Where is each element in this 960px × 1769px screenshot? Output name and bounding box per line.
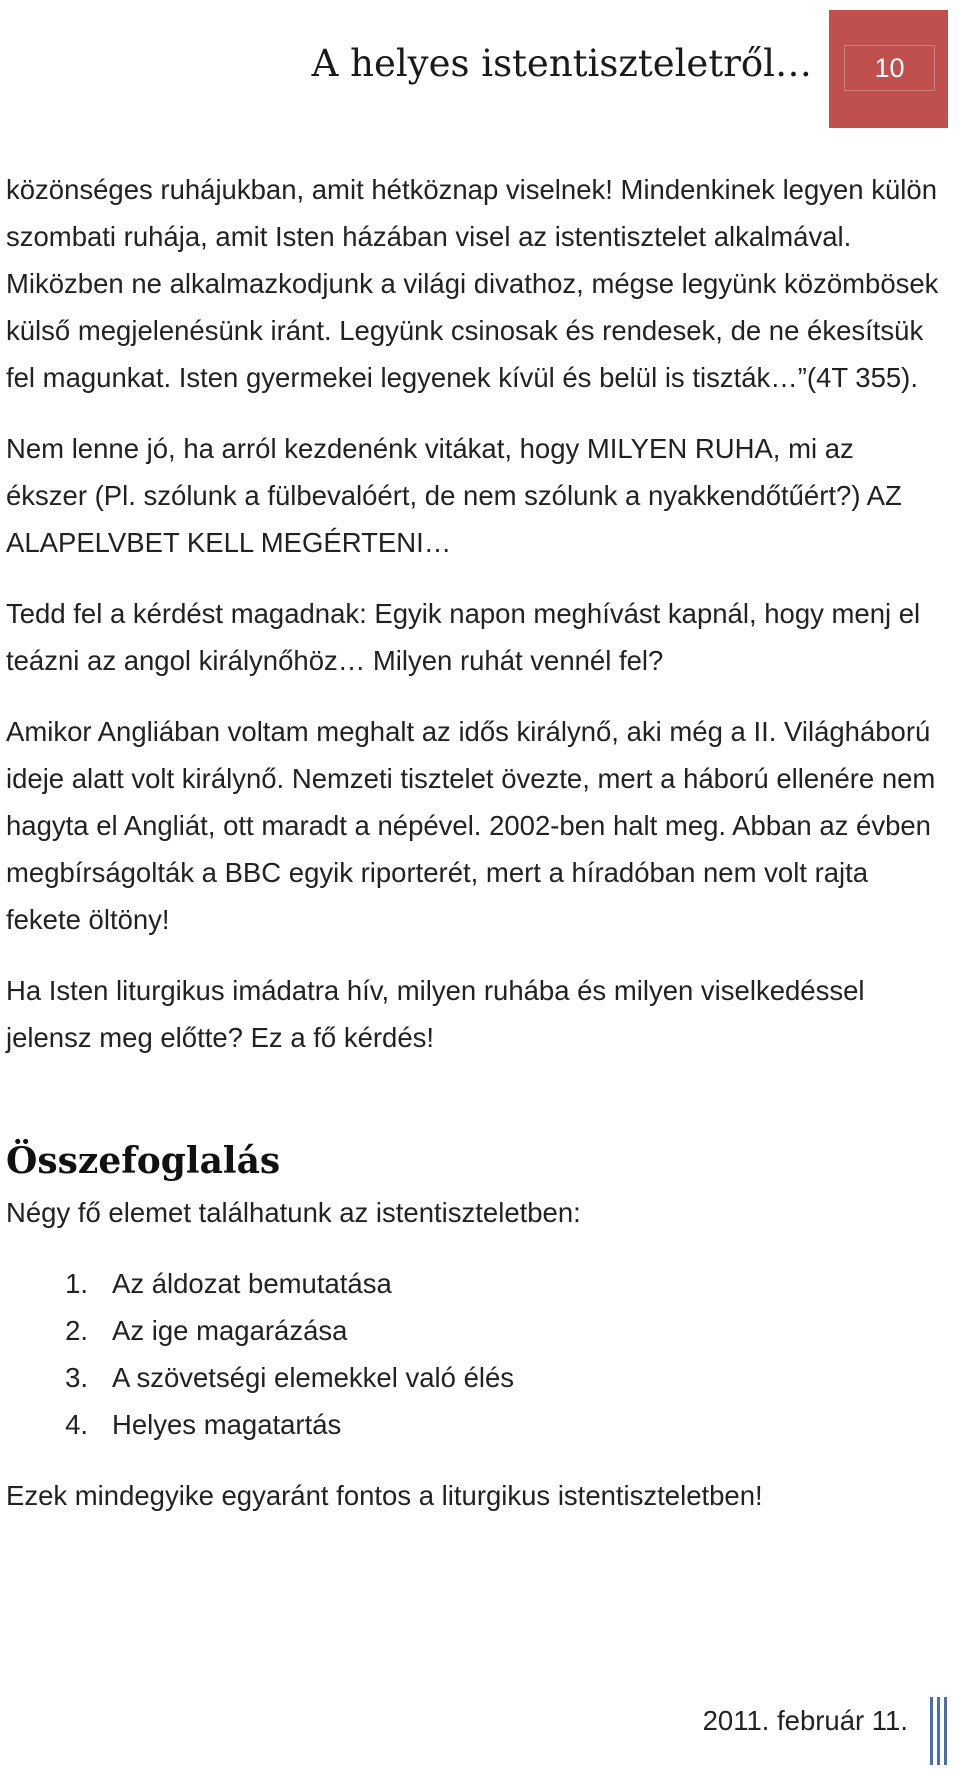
page-number-box [829,10,948,128]
summary-heading: Összefoglalás [6,1140,281,1182]
summary-list [6,1260,941,1448]
list-item-text: Az ige magarázása [112,1315,348,1346]
list-item [6,1307,941,1354]
list-item-text: Helyes magatartás [112,1409,342,1440]
list-item-number: 3. [65,1362,88,1393]
footer-bar [944,1697,947,1765]
footer-bar [930,1697,933,1765]
footer-bar [937,1697,940,1765]
footer-bars-decoration [930,1697,952,1765]
body-paragraph: közönséges ruhájukban, amit hétköznap viselnek! Mindenkinek legyen külön szombati ruhája, amit Isten házában visel az istentisztelet alkalmával. Miközben ne alkalmazkodjunk a világi divathoz, mégse legyünk közömbösek külső megjelenésünk iránt. Legyünk csinosak és rendesek, de ne ékesítsük fel magunkat. Isten gyermekei legyenek kívül és belül is tiszták…”(4T 355). [6,174,939,393]
list-item-text: Az áldozat bemutatása [112,1268,392,1299]
page-header-title: A helyes istentiszteletről… [311,42,812,85]
summary-closing: Ezek mindegyike egyaránt fontos a liturgikus istentiszteletben! [6,1480,763,1511]
list-item [6,1401,941,1448]
body-paragraph: Nem lenne jó, ha arról kezdenénk vitákat, hogy MILYEN RUHA, mi az ékszer (Pl. szólunk a fülbevalóért, de nem szólunk a nyakkendőtűért?) AZ ALAPELVBET KELL MEGÉRTENI… [6,433,902,558]
page-number: 10 [844,45,935,91]
document-body [6,166,941,1543]
summary-intro: Négy fő elemet találhatunk az istentiszteletben: [6,1197,581,1228]
list-item-number: 1. [65,1268,88,1299]
list-item [6,1260,941,1307]
list-item [6,1354,941,1401]
body-paragraph: Ha Isten liturgikus imádatra hív, milyen ruhába és milyen viselkedéssel jelensz meg előtte? Ez a fő kérdés! [6,975,865,1053]
body-paragraph: Tedd fel a kérdést magadnak: Egyik napon meghívást kapnál, hogy menj el teázni az angol királynőhöz… Milyen ruhát vennél fel? [6,598,921,676]
list-item-number: 4. [65,1409,88,1440]
list-item-number: 2. [65,1315,88,1346]
body-paragraph: Amikor Angliában voltam meghalt az idős királynő, aki még a II. Világháború ideje alatt volt királynő. Nemzeti tisztelet övezte, mert a háború ellenére nem hagyta el Angliát, ott maradt a népével. 2002-ben halt meg. Abban az évben megbírságolták a BBC egyik riporterét, mert a híradóban nem volt rajta fekete öltöny! [6,716,936,935]
list-item-text: A szövetségi elemekkel való élés [112,1362,515,1393]
footer-date: 2011. február 11. [702,1705,908,1736]
